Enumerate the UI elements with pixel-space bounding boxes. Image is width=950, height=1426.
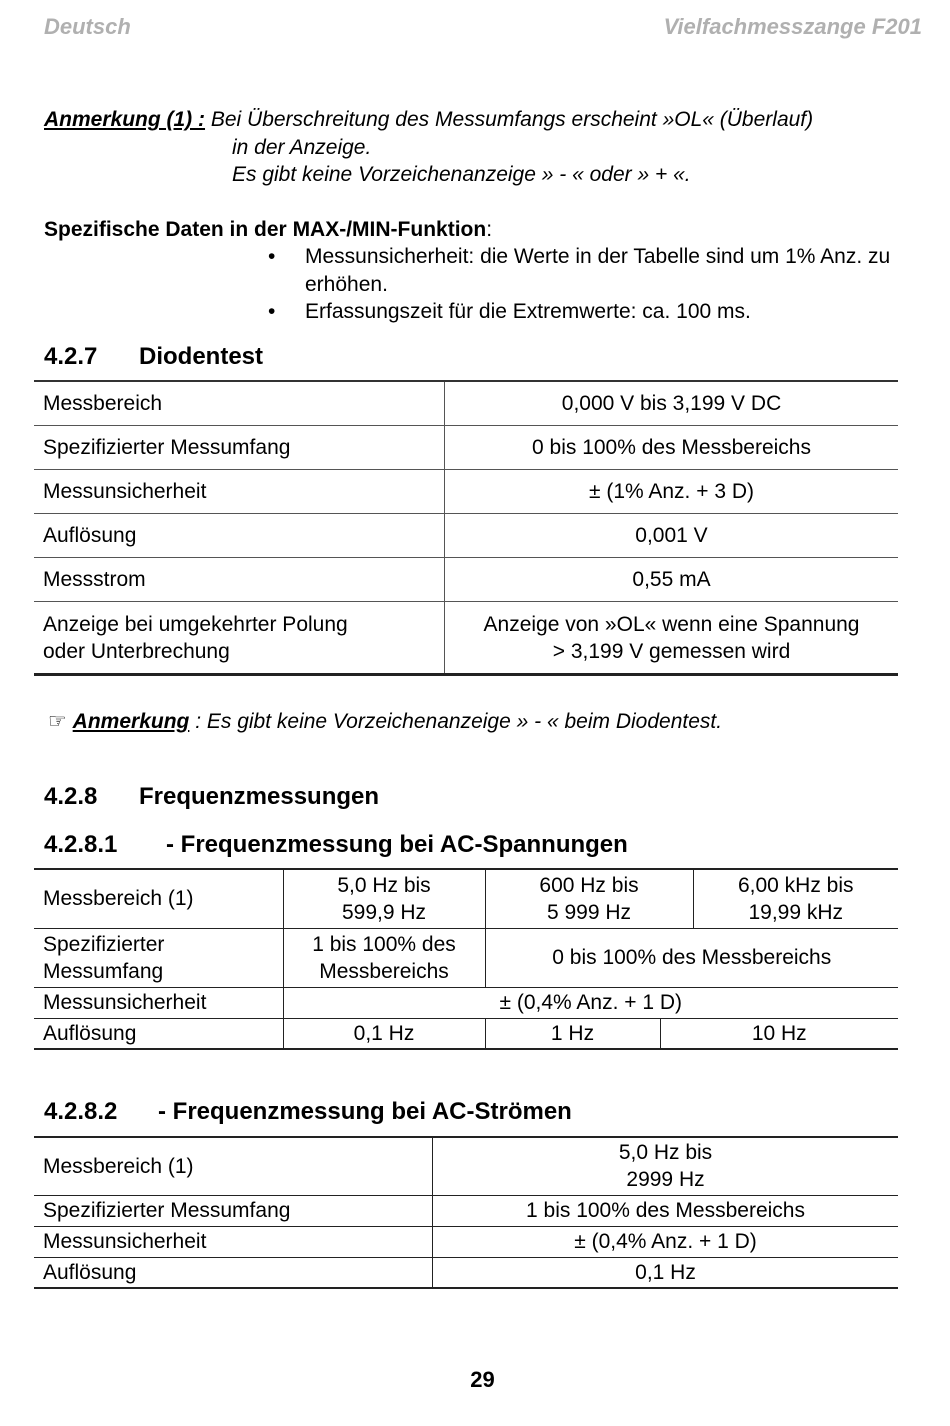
table-row: Spezifizierter Messumfang 1 bis 100% des Messbereichs [34, 1195, 898, 1226]
list-item: • Erfassungszeit für die Extremwerte: ca. 100 ms. [268, 298, 908, 326]
table-row: Messbereich (1) 5,0 Hz bis 2999 Hz [34, 1137, 898, 1195]
list-item: • Messunsicherheit: die Werte in der Tabelle sind um 1% Anz. zu erhöhen. [268, 245, 891, 296]
table-row: Spezifizierter Messumfang 0 bis 100% des Messbereichs [34, 426, 898, 470]
note-line3: Es gibt keine Vorzeichenanzeige » - « oder » + «. [232, 163, 691, 186]
page-number: 29 [470, 1367, 495, 1392]
section-heading-428: 4.2.8 Frequenzmessungen [44, 783, 380, 810]
table-row: Auflösung 0,001 V [34, 514, 898, 558]
bullet-icon: • [268, 300, 276, 323]
spec-heading: Spezifische Daten in der MAX-/MIN-Funktion: [44, 218, 493, 241]
table-row: Anzeige bei umgekehrter Polung oder Unterbrechung Anzeige von »OL« wenn eine Spannung > 3,199 V gemessen wird [34, 602, 898, 675]
table-row: Messbereich (1) 5,0 Hz bis 599,9 Hz 600 Hz bis 5 999 Hz 6,00 kHz bis 19,99 kHz [34, 869, 898, 928]
note-label: Anmerkung (1) : [44, 108, 206, 131]
table-row: Auflösung 0,1 Hz 1 Hz 10 Hz [34, 1018, 898, 1049]
spec-title: Spezifische Daten in der MAX-/MIN-Funktion [44, 218, 487, 241]
diode-test-table [34, 380, 898, 676]
note-overflow [44, 106, 814, 186]
table-row: Messunsicherheit ± (1% Anz. + 3 D) [34, 470, 898, 514]
table-row: Messbereich 0,000 V bis 3,199 V DC [34, 381, 898, 426]
note-label: Anmerkung [72, 710, 190, 733]
table-row: Spezifizierter Messumfang 1 bis 100% des Messbereichs 0 bis 100% des Messbereichs [34, 928, 898, 987]
table-row: Auflösung 0,1 Hz [34, 1257, 898, 1288]
note-line1: Bei Überschreitung des Messumfangs erscheint »OL« (Überlauf) [205, 108, 814, 131]
note-line2: in der Anzeige. [232, 135, 372, 159]
header-product: Vielfachmesszange F201 [663, 14, 922, 39]
section-heading-427: 4.2.7 Diodentest [44, 343, 264, 370]
pointing-hand-icon: ☞ [48, 710, 67, 733]
section-heading-4282: 4.2.8.2 - Frequenzmessung bei AC-Strömen [44, 1098, 572, 1125]
frequency-voltage-table [34, 868, 898, 1050]
bullet-icon: • [268, 245, 276, 268]
spec-bullet-list [268, 243, 908, 326]
header-language: Deutsch [44, 14, 131, 39]
note-diode: ☞ Anmerkung : Es gibt keine Vorzeichenanzeige » - « beim Diodentest. [48, 710, 723, 733]
table-row: Messunsicherheit ± (0,4% Anz. + 1 D) [34, 1226, 898, 1257]
table-row: Messunsicherheit ± (0,4% Anz. + 1 D) [34, 987, 898, 1018]
frequency-current-table [34, 1136, 898, 1289]
section-heading-4281: 4.2.8.1 - Frequenzmessung bei AC-Spannungen [44, 831, 628, 858]
table-row: Messstrom 0,55 mA [34, 558, 898, 602]
